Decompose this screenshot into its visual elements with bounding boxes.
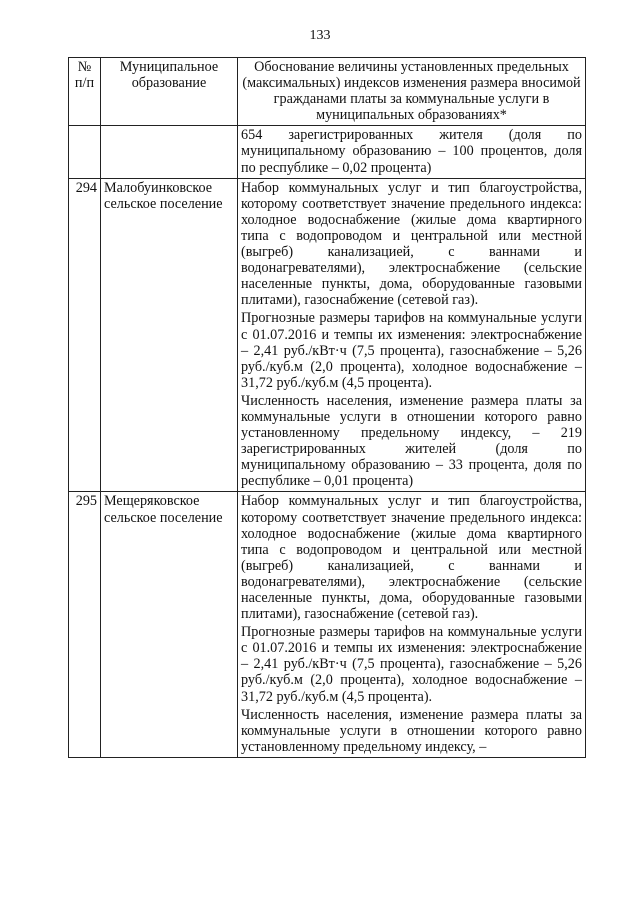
row-number: 294 [69, 178, 101, 492]
row-municipality: Малобуинковское сельское поселение [101, 178, 238, 492]
table-row-295 [69, 492, 586, 758]
rationale-paragraph-services: Набор коммунальных услуг и тип благоустройства, которому соответствует значение предельного индекса: холодное водоснабжение (жилые дома квартирного типа с водопроводом и центральной или местной (выгреб) канализацией, с ваннами и водонагревателями), электроснабжение (сельские населенные пункты, дома, оборудованные газовыми плитами), газоснабжение (сетевой газ). [241, 493, 582, 623]
table-row-continuation [69, 126, 586, 178]
rationale-paragraph-population: Численность населения, изменение размера платы за коммунальные услуги в отношении которого равно установленному предельному индексу, – [241, 706, 582, 755]
rationale-paragraph-services: Набор коммунальных услуг и тип благоустройства, которому соответствует значение предельного индекса: холодное водоснабжение (жилые дома квартирного типа с водопроводом и центральной или местной (выгреб) канализацией, с ваннами и водонагревателями), электроснабжение (сельские населенные пункты, дома, оборудованные газовыми плитами), газоснабжение (сетевой газ). [241, 179, 582, 309]
header-number: № п/п [69, 58, 101, 126]
table-row-294 [69, 178, 586, 492]
continuation-number-cell [69, 126, 101, 178]
tariff-table [68, 57, 586, 758]
rationale-paragraph-tariffs: Прогнозные размеры тарифов на коммунальные услуги с 01.07.2016 и темпы их изменения: электроснабжение – 2,41 руб./кВт·ч (7,5 процента), газоснабжение – 5,26 руб./куб.м (2,0 процента), холодное водоснабжение – 31,72 руб./куб.м (4,5 процента). [241, 310, 582, 391]
table-header-row [69, 58, 586, 126]
row-rationale-cell [238, 178, 586, 492]
page-number: 133 [309, 28, 331, 43]
continuation-municipality-cell [101, 126, 238, 178]
rationale-paragraph-population: Численность населения, изменение размера платы за коммунальные услуги в отношении которого равно установленному предельному индексу, – 219 зарегистрированных жителей (доля по муниципальному образованию – 33 процента, доля по республике – 0,01 процента) [241, 392, 582, 490]
row-number: 295 [69, 492, 101, 758]
continuation-rationale-cell [238, 126, 586, 178]
rationale-paragraph-tariffs: Прогнозные размеры тарифов на коммунальные услуги с 01.07.2016 и темпы их изменения: электроснабжение – 2,41 руб./кВт·ч (7,5 процента), газоснабжение – 5,26 руб./куб.м (2,0 процента), холодное водоснабжение – 31,72 руб./куб.м (4,5 процента). [241, 624, 582, 705]
header-municipality: Муниципальное образование [101, 58, 238, 126]
continuation-paragraph: 654 зарегистрированных жителя (доля по муниципальному образованию – 100 процентов, доля по республике – 0,02 процента) [241, 127, 582, 176]
row-municipality: Мещеряковское сельское поселение [101, 492, 238, 758]
row-rationale-cell [238, 492, 586, 758]
header-rationale: Обоснование величины установленных предельных (максимальных) индексов изменения размера вносимой гражданами платы за коммунальные услуги в муниципальных образованиях* [238, 58, 586, 126]
